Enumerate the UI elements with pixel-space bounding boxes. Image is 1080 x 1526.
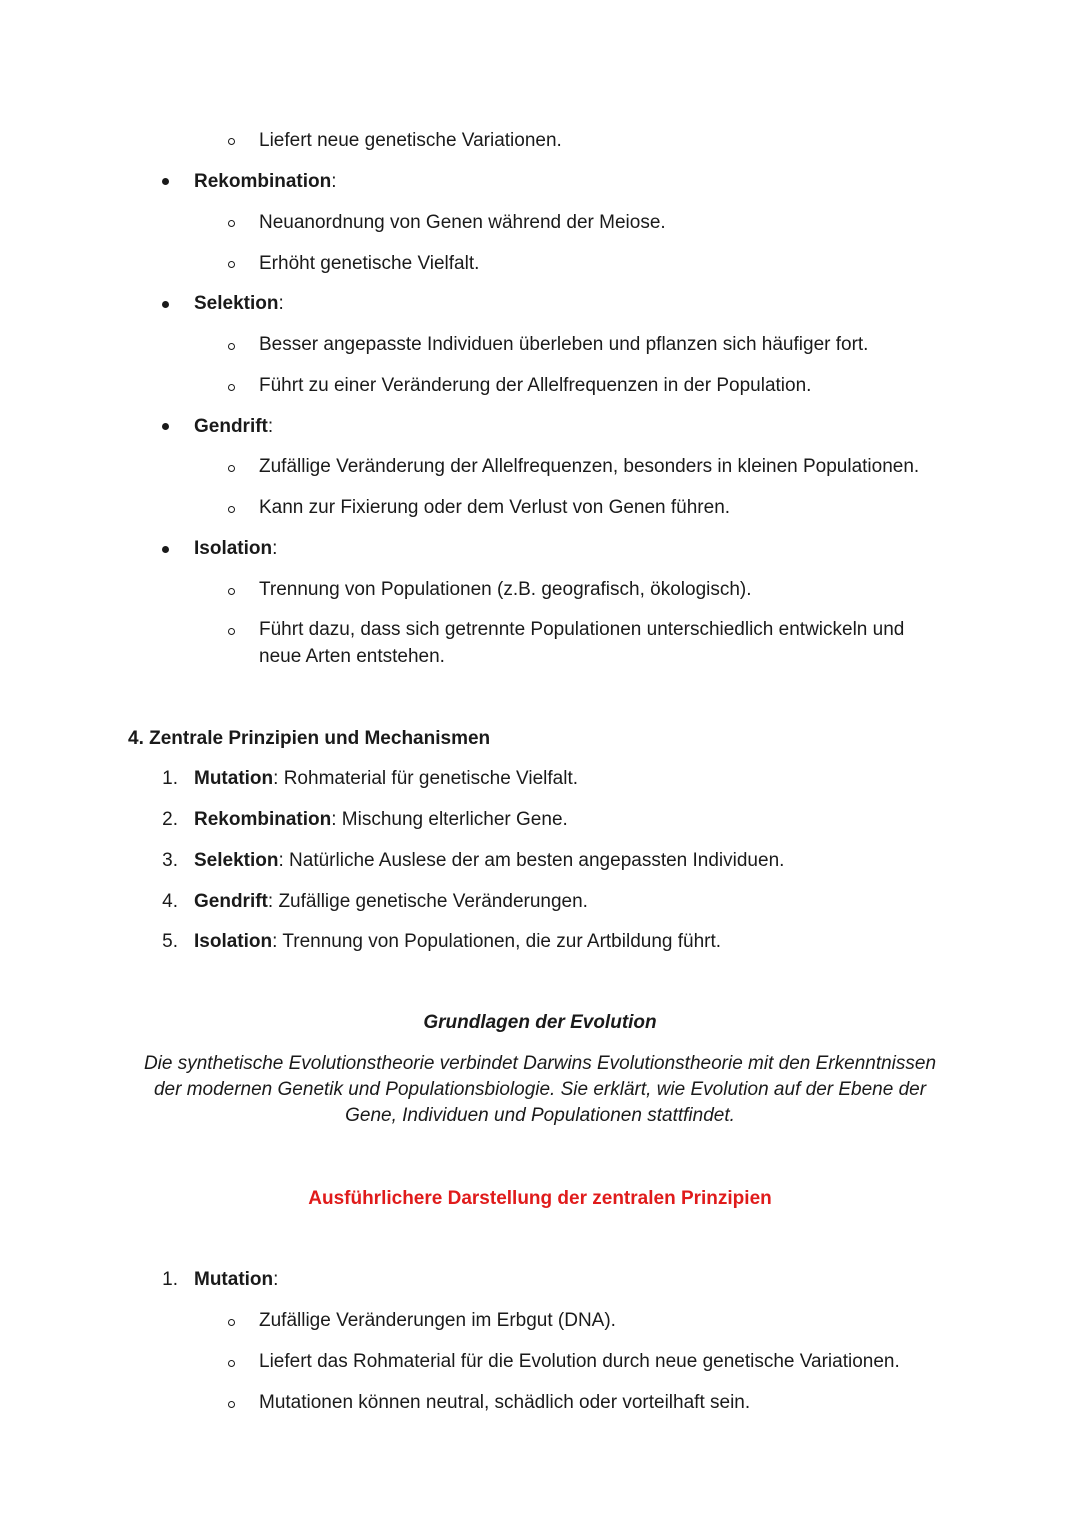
bullet-icon	[162, 546, 169, 553]
numbered-item: Mutation: Rohmaterial für genetische Vielfalt.	[194, 768, 579, 789]
list-subitem: Erhöht genetische Vielfalt.	[259, 253, 480, 274]
list-subitem: Besser angepasste Individuen überleben und pflanzen sich häufiger fort.	[259, 334, 869, 355]
sub-bullet-icon	[228, 138, 235, 145]
list-subitem: Führt dazu, dass sich getrennte Populationen unterschiedlich entwickeln und	[259, 619, 905, 640]
list-item-gendrift: Gendrift:	[194, 416, 274, 437]
sub-bullet-icon	[228, 628, 235, 635]
numbered-item: Gendrift: Zufällige genetische Veränderungen.	[194, 891, 588, 912]
list-item-rekombination: Rekombination:	[194, 171, 337, 192]
sub-bullet-icon	[228, 384, 235, 391]
sub-bullet-icon	[228, 1360, 235, 1367]
sub-bullet-icon	[228, 220, 235, 227]
list-subitem: Führt zu einer Veränderung der Allelfrequenzen in der Population.	[259, 375, 812, 396]
bullet-icon	[162, 178, 169, 185]
list-subitem: Neuanordnung von Genen während der Meiose.	[259, 212, 666, 233]
list-number: 5.	[162, 931, 178, 952]
list-subitem: Mutationen können neutral, schädlich oder vorteilhaft sein.	[259, 1392, 751, 1413]
sub-bullet-icon	[228, 261, 235, 268]
sub-bullet-icon	[228, 588, 235, 595]
list-number: 2.	[162, 809, 178, 830]
sub-bullet-icon	[228, 1401, 235, 1408]
sub-bullet-icon	[228, 465, 235, 472]
list-subitem: Zufällige Veränderung der Allelfrequenzen, besonders in kleinen Populationen.	[259, 456, 920, 477]
grundlagen-line: Gene, Individuen und Populationen stattfindet.	[345, 1105, 735, 1126]
section-heading: 4. Zentrale Prinzipien und Mechanismen	[128, 728, 491, 749]
grundlagen-title: Grundlagen der Evolution	[423, 1012, 657, 1033]
sub-bullet-icon	[228, 1319, 235, 1326]
numbered-item: Selektion: Natürliche Auslese der am besten angepassten Individuen.	[194, 850, 785, 871]
detail-item-mutation: Mutation:	[194, 1269, 279, 1290]
list-subitem: Kann zur Fixierung oder dem Verlust von Genen führen.	[259, 497, 731, 518]
list-subitem: Liefert neue genetische Variationen.	[259, 130, 562, 151]
grundlagen-line: der modernen Genetik und Populationsbiologie. Sie erklärt, wie Evolution auf der Ebene der	[153, 1079, 927, 1100]
list-subitem: Trennung von Populationen (z.B. geografisch, ökologisch).	[259, 579, 752, 600]
sub-bullet-icon	[228, 343, 235, 350]
list-subitem-continuation: neue Arten entstehen.	[259, 646, 445, 667]
numbered-item: Isolation: Trennung von Populationen, die zur Artbildung führt.	[194, 931, 722, 952]
grundlagen-line: Die synthetische Evolutionstheorie verbindet Darwins Evolutionstheorie mit den Erkenntnissen	[143, 1053, 937, 1074]
list-number: 1.	[162, 1269, 178, 1290]
list-item-selektion: Selektion:	[194, 293, 284, 314]
list-number: 1.	[162, 768, 178, 789]
detail-title: Ausführlichere Darstellung der zentralen Prinzipien	[308, 1188, 772, 1209]
list-subitem: Liefert das Rohmaterial für die Evolution durch neue genetische Variationen.	[259, 1351, 900, 1372]
bullet-icon	[162, 423, 169, 430]
numbered-item: Rekombination: Mischung elterlicher Gene.	[194, 809, 568, 830]
list-item-isolation: Isolation:	[194, 538, 278, 559]
list-subitem: Zufällige Veränderungen im Erbgut (DNA).	[259, 1310, 616, 1331]
list-number: 3.	[162, 850, 178, 871]
bullet-icon	[162, 301, 169, 308]
sub-bullet-icon	[228, 506, 235, 513]
list-number: 4.	[162, 891, 178, 912]
